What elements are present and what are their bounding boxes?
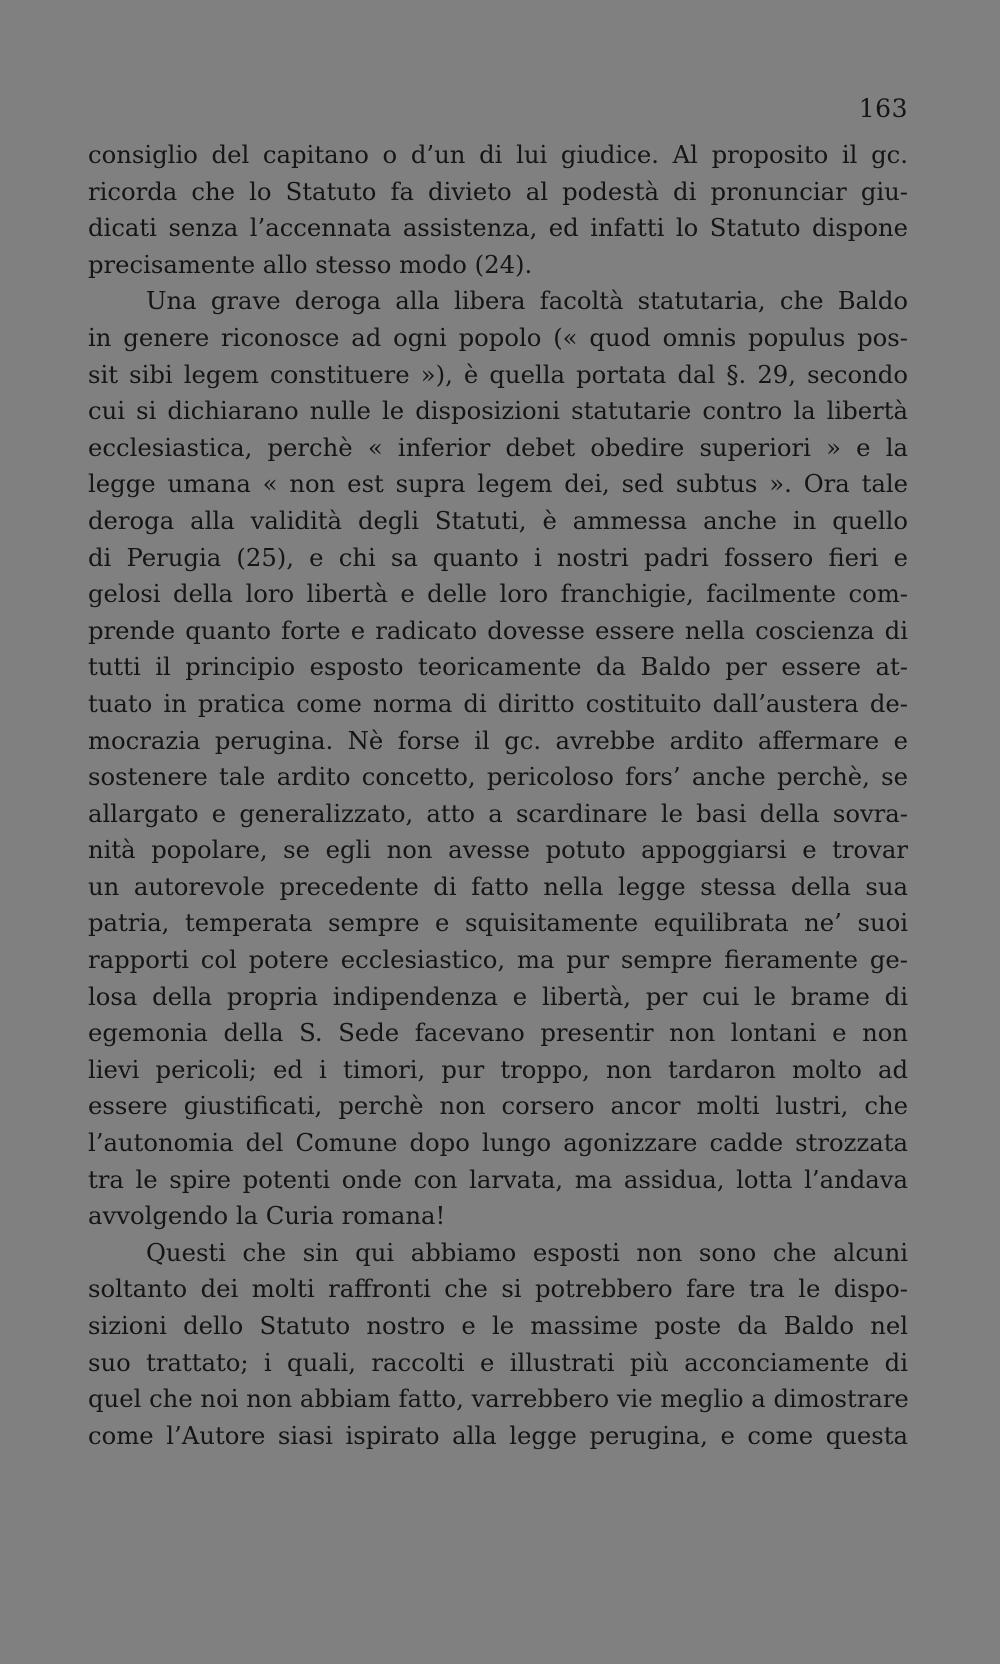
paragraph	[88, 1235, 908, 1455]
text-line: un autorevole precedente di fatto nella legge stessa della sua	[88, 871, 908, 901]
page-number: 163	[858, 94, 908, 123]
text-line: legge umana « non est supra legem dei, sed subtus ». Ora tale	[88, 469, 908, 499]
text-line: ecclesiastica, perchè « inferior debet obedire superiori » e la	[88, 432, 908, 462]
text-line: avvolgendo la Curia romana!	[88, 1201, 446, 1231]
text-line: in genere riconosce ad ogni popolo (« quod omnis populus pos-	[88, 322, 908, 352]
text-line: patria, temperata sempre e squisitamente equilibrata ne’ suoi	[88, 908, 908, 938]
text-line: sizioni dello Statuto nostro e le massime poste da Baldo nel	[88, 1311, 908, 1340]
text-line: deroga alla validità degli Statuti, è ammessa anche in quello	[88, 505, 908, 535]
text-line: egemonia della S. Sede facevano presentir non lontani e non	[88, 1018, 908, 1048]
text-line: ricorda che lo Statuto fa divieto al podestà di pronunciar giu-	[88, 176, 908, 206]
text-line: prende quanto forte e radicato dovesse essere nella coscienza di	[88, 615, 908, 645]
text-line: Questi che sin qui abbiamo esposti non sono che alcuni	[146, 1237, 908, 1267]
text-line: gelosi della loro libertà e delle loro franchigie, facilmente com-	[88, 579, 908, 609]
text-line: sostenere tale ardito concetto, pericoloso fors’ anche perchè, se	[88, 762, 908, 792]
text-line: consiglio del capitano o d’un di lui giudice. Al proposito il gc.	[88, 140, 908, 169]
text-line: l’autonomia del Comune dopo lungo agonizzare cadde strozzata	[88, 1128, 908, 1158]
text-line: tutti il principio esposto teoricamente da Baldo per essere at-	[88, 652, 908, 682]
text-line: quel che noi non abbiam fatto, varrebbero vie meglio a dimostrare	[88, 1384, 909, 1414]
text-line: cui si dichiarano nulle le disposizioni statutarie contro la libertà	[88, 396, 908, 426]
text-line: nità popolare, se egli non avesse potuto appoggiarsi e trovar	[88, 835, 908, 865]
text-line: losa della propria indipendenza e libertà, per cui le brame di	[88, 981, 908, 1011]
text-line: precisamente allo stesso modo (24).	[88, 249, 533, 279]
text-line: essere giustificati, perchè non corsero ancor molti lustri, che	[88, 1091, 908, 1121]
text-line: allargato e generalizzato, atto a scardinare le basi della sovra-	[88, 798, 908, 828]
text-line: di Perugia (25), e chi sa quanto i nostri padri fossero fieri e	[88, 542, 908, 572]
text-line: soltanto dei molti raffronti che si potrebbero fare tra le dispo-	[88, 1274, 908, 1304]
text-line: sit sibi legem constituere »), è quella portata dal §. 29, secondo	[88, 359, 908, 389]
text-line: Una grave deroga alla libera facoltà statutaria, che Baldo	[146, 286, 908, 316]
body-text	[88, 137, 908, 1454]
text-line: lievi pericoli; ed i timori, pur troppo, non tardaron molto ad	[88, 1054, 908, 1084]
text-line: tra le spire potenti onde con larvata, ma assidua, lotta l’andava	[88, 1164, 908, 1194]
paragraph	[88, 283, 908, 1234]
text-line: rapporti col potere ecclesiastico, ma pur sempre fieramente ge-	[88, 945, 908, 975]
text-line: tuato in pratica come norma di diritto costituito dall’austera de-	[88, 688, 908, 718]
text-line: suo trattato; i quali, raccolti e illustrati più acconciamente di	[88, 1347, 908, 1377]
text-line: mocrazia perugina. Nè forse il gc. avrebbe ardito affermare e	[88, 725, 908, 755]
text-line: dicati senza l’accennata assistenza, ed infatti lo Statuto dispone	[88, 213, 908, 243]
text-line: come l’Autore siasi ispirato alla legge perugina, e come questa	[88, 1420, 908, 1450]
paragraph	[88, 137, 908, 283]
